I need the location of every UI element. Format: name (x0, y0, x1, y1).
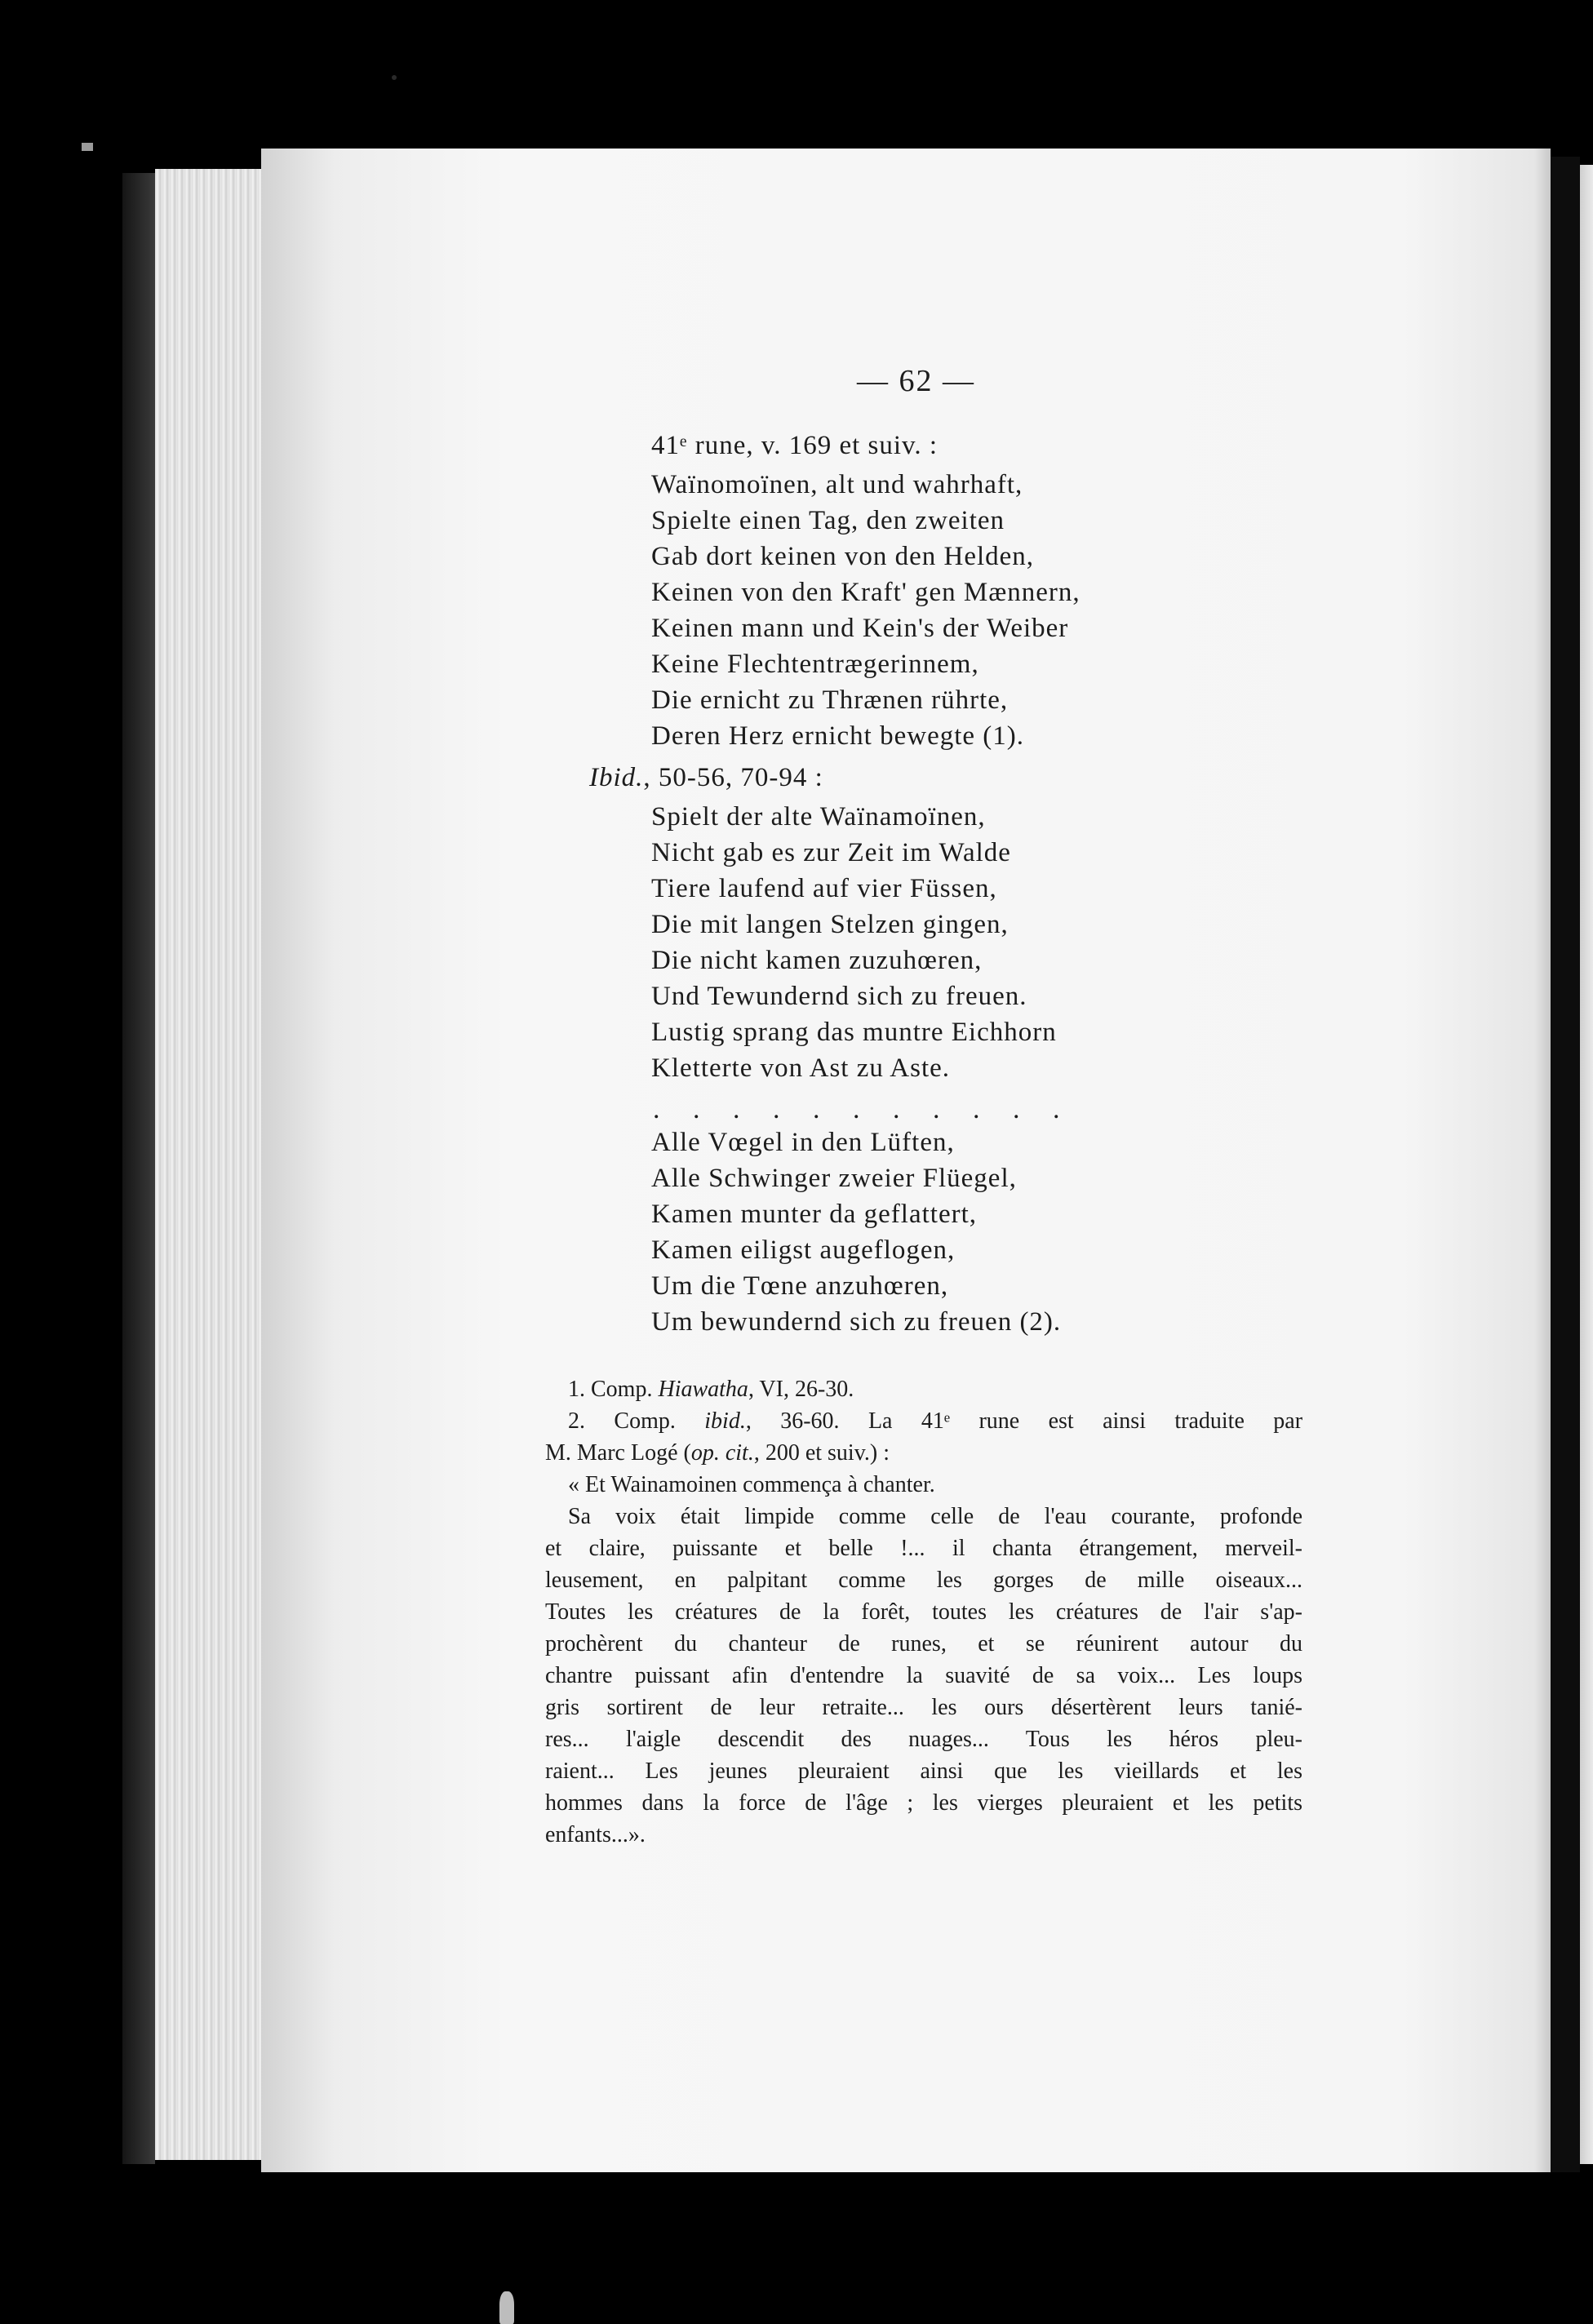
verse-line: Kamen munter da geflattert, (651, 1200, 978, 1229)
paragraph-line: prochèrent du chanteur de runes, et se réunirent autour du (545, 1631, 1302, 1657)
verse-line: Waïnomoïnen, alt und wahrhaft, (651, 470, 1023, 499)
verse-line: Um die Tœne anzuhœren, (651, 1271, 949, 1301)
verse-line: Keine Flechtentrægerinnem, (651, 650, 979, 679)
footnote-text: Comp. (591, 1377, 653, 1402)
footnote-text: Comp. (614, 1408, 676, 1434)
book-gutter (1551, 157, 1580, 2172)
verse-line: Spielt der alte Waïnamoïnen, (651, 802, 986, 832)
paragraph-line: et claire, puissante et belle !... il chanta étrangement, merveil- (545, 1536, 1302, 1561)
verse-line: Deren Herz ernicht bewegte (1). (651, 721, 1025, 751)
paragraph-line: Sa voix était limpide comme celle de l'eau courante, profonde (568, 1504, 1302, 1529)
verse-line: Keinen mann und Kein's der Weiber (651, 614, 1069, 643)
verse-line: Um bewundernd sich zu freuen (2). (651, 1307, 1062, 1337)
ellipsis-line: . . . . . . . . . . . (653, 1094, 1073, 1124)
footnote-text: , VI, 26-30. (748, 1377, 854, 1402)
paragraph-line: Toutes les créatures de la forêt, toutes les créatures de l'air s'ap- (545, 1599, 1302, 1625)
verse-line: Keinen von den Kraft' gen Mænnern, (651, 578, 1080, 607)
footnote-text: , 36-60. La 41ᵉ rune est ainsi traduite par (745, 1408, 1303, 1434)
footnote-2 (545, 1405, 1302, 1437)
footnote-text: M. Marc Logé ( (545, 1440, 691, 1466)
verse-line: Spielte einen Tag, den zweiten (651, 506, 1005, 535)
paragraph-line: res... l'aigle descendit des nuages... Tous les héros pleu- (545, 1727, 1302, 1752)
quote2-verse (651, 799, 1057, 1086)
paragraph-line: chantre puissant afin d'entendre la suavité de sa voix... Les loups (545, 1663, 1302, 1688)
quote2-heading-rest: , 50-56, 70-94 : (643, 763, 823, 792)
footnote-italic: Hiawatha (658, 1377, 748, 1402)
paragraph-line: gris sortirent de leur retraite... les ours désertèrent leurs tanié- (545, 1695, 1302, 1720)
footnote-italic: ibid. (704, 1408, 746, 1434)
verse-line: Und Tewundernd sich zu freuen. (651, 982, 1027, 1011)
verse-line: Tiere laufend auf vier Füssen, (651, 874, 997, 903)
verse-line: Kletterte von Ast zu Aste. (651, 1053, 951, 1083)
verse-line: Nicht gab es zur Zeit im Walde (651, 838, 1011, 867)
quote1-heading: 41ᵉ rune, v. 169 et suiv. : (651, 431, 938, 460)
page-number: — 62 — (857, 364, 975, 398)
facing-page-edge (1580, 165, 1593, 2164)
verse-line: Kamen eiligst augeflogen, (651, 1235, 956, 1265)
page-edges (155, 169, 277, 2160)
dust-speck (392, 75, 397, 80)
verse-line: Alle Schwinger zweier Flüegel, (651, 1164, 1017, 1193)
footnote-number: 1. (568, 1377, 585, 1402)
verse-line: Die ernicht zu Thrænen rührte, (651, 685, 1009, 715)
paragraph-line: raient... Les jeunes pleuraient ainsi que les vieillards et les (545, 1759, 1302, 1784)
footnote-1 (545, 1373, 1302, 1405)
paragraph-line: leusement, en palpitant comme les gorges de mille oiseaux... (545, 1568, 1302, 1593)
verse-line: Alle Vœgel in den Lüften, (651, 1128, 955, 1157)
verse-line: Gab dort keinen von den Helden, (651, 542, 1035, 571)
quote1-verse (651, 467, 1080, 754)
paragraph-line: hommes dans la force de l'âge ; les vierges pleuraient et les petits (545, 1790, 1302, 1816)
finger-smudge (499, 2291, 514, 2324)
quote-opening: « Et Wainamoinen commença à chanter. (568, 1472, 935, 1497)
footnotes (545, 1373, 1302, 1851)
footnote-number: 2. (568, 1408, 585, 1434)
verse-line: Lustig sprang das muntre Eichhorn (651, 1018, 1057, 1047)
footnote-2-line-2 (545, 1437, 1302, 1469)
verse-line: Die nicht kamen zuzuhœren, (651, 946, 983, 975)
footnote-italic: op. cit. (690, 1440, 754, 1466)
quote2-verse-continued (651, 1124, 1061, 1340)
verse-line: Die mit langen Stelzen gingen, (651, 910, 1009, 939)
book-cover-edge (122, 173, 155, 2164)
paragraph-last-line: enfants...». (545, 1822, 646, 1847)
quote2-heading-italic: Ibid. (589, 763, 644, 792)
quote2-heading (589, 763, 823, 793)
footnote-text: , 200 et suiv.) : (753, 1440, 890, 1466)
dust-speck (82, 143, 93, 151)
